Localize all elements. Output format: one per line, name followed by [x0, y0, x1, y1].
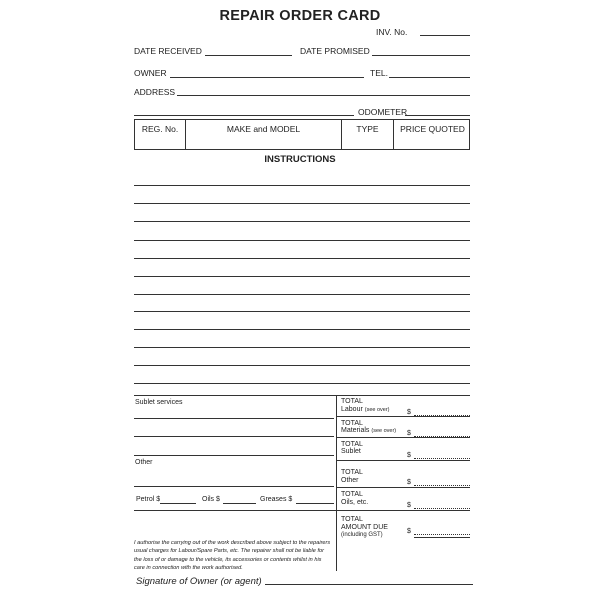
sublet-line[interactable] — [134, 436, 334, 437]
total-other-line1: TOTAL — [341, 469, 363, 476]
date-received-label: DATE RECEIVED — [134, 46, 202, 56]
greases-field[interactable] — [296, 503, 334, 504]
vehicle-table — [134, 119, 470, 150]
total-materials-field[interactable] — [414, 436, 470, 437]
address-field-2[interactable] — [134, 115, 354, 116]
greases-label: Greases $ — [260, 496, 293, 503]
total-sublet-row — [336, 438, 470, 461]
total-oils-row — [336, 488, 470, 511]
instruction-line[interactable] — [134, 258, 470, 259]
currency-symbol: $ — [407, 409, 411, 416]
inv-no-label: INV. No. — [376, 27, 408, 37]
total-oils-line2: Oils, etc. — [341, 499, 369, 506]
total-labour-line2: Labour (see over) — [341, 406, 390, 413]
amount-due-field[interactable] — [414, 534, 470, 535]
instruction-line[interactable] — [134, 185, 470, 186]
sublet-line[interactable] — [134, 418, 334, 419]
instruction-line[interactable] — [134, 365, 470, 366]
currency-symbol: $ — [407, 452, 411, 459]
total-other-field[interactable] — [414, 485, 470, 486]
inv-no-field[interactable] — [420, 35, 470, 36]
instruction-line[interactable] — [134, 240, 470, 241]
amount-due-line2: AMOUNT DUE — [341, 524, 388, 531]
odometer-label: ODOMETER — [358, 107, 408, 117]
amount-due-line1: TOTAL — [341, 516, 363, 523]
oils-field[interactable] — [223, 503, 256, 504]
instruction-line[interactable] — [134, 329, 470, 330]
amount-due-underline — [414, 537, 470, 538]
currency-symbol: $ — [407, 528, 411, 535]
other-line[interactable] — [134, 486, 334, 487]
sublet-services-label: Sublet services — [135, 399, 183, 406]
total-oils-line1: TOTAL — [341, 491, 363, 498]
address-label: ADDRESS — [134, 87, 176, 97]
currency-symbol: $ — [407, 502, 411, 509]
other-label: Other — [135, 459, 153, 466]
odometer-field[interactable] — [405, 115, 470, 116]
owner-field[interactable] — [170, 77, 364, 78]
instruction-line[interactable] — [134, 347, 470, 348]
col-reg-no: REG. No. — [141, 124, 179, 134]
form-title: REPAIR ORDER CARD — [219, 8, 381, 24]
instruction-line[interactable] — [134, 276, 470, 277]
address-field[interactable] — [177, 95, 470, 96]
amount-due-line3: (including GST) — [341, 532, 383, 538]
signature-label: Signature of Owner (or agent) — [136, 576, 262, 587]
total-sublet-line2: Sublet — [341, 448, 361, 455]
total-materials-line2: Materials (see over) — [341, 427, 397, 434]
total-other-line2: Other — [341, 477, 359, 484]
amount-due-row — [336, 511, 470, 569]
col-make-model: MAKE and MODEL — [226, 124, 301, 134]
sublet-line[interactable] — [134, 455, 334, 456]
instruction-line[interactable] — [134, 294, 470, 295]
instructions-heading: INSTRUCTIONS — [264, 154, 336, 165]
oils-label: Oils $ — [202, 496, 220, 503]
total-sublet-field[interactable] — [414, 458, 470, 459]
total-labour-field[interactable] — [414, 415, 470, 416]
instruction-line[interactable] — [134, 221, 470, 222]
currency-symbol: $ — [407, 430, 411, 437]
tel-field[interactable] — [389, 77, 470, 78]
date-promised-label: DATE PROMISED — [300, 46, 370, 56]
date-received-field[interactable] — [205, 55, 292, 56]
total-materials-row — [336, 417, 470, 438]
instruction-line[interactable] — [134, 203, 470, 204]
total-other-row — [336, 461, 470, 488]
total-sublet-line1: TOTAL — [341, 441, 363, 448]
petrol-field[interactable] — [160, 503, 196, 504]
petrol-label: Petrol $ — [136, 496, 161, 503]
tel-label: TEL. — [370, 68, 388, 78]
total-oils-field[interactable] — [414, 508, 470, 509]
instruction-line[interactable] — [134, 311, 470, 312]
col-type: TYPE — [356, 124, 379, 134]
total-labour-row — [336, 395, 470, 417]
owner-label: OWNER — [134, 68, 167, 78]
currency-symbol: $ — [407, 479, 411, 486]
total-materials-line1: TOTAL — [341, 420, 363, 427]
total-labour-line1: TOTAL — [341, 398, 363, 405]
date-promised-field[interactable] — [372, 55, 470, 56]
authorisation-text: I authorise the carrying out of the work described above subject to the repairers usual charges for Labour/Spare Parts, etc. The repairer shall not be liable for the loss of or damage to the vehicle, its accessories or contents whilst in his care in connection with the work authorised. — [134, 540, 331, 571]
col-price-quoted: PRICE QUOTED — [400, 124, 465, 134]
signature-field[interactable] — [265, 584, 473, 585]
section-divider — [134, 510, 336, 511]
instruction-line[interactable] — [134, 383, 470, 384]
